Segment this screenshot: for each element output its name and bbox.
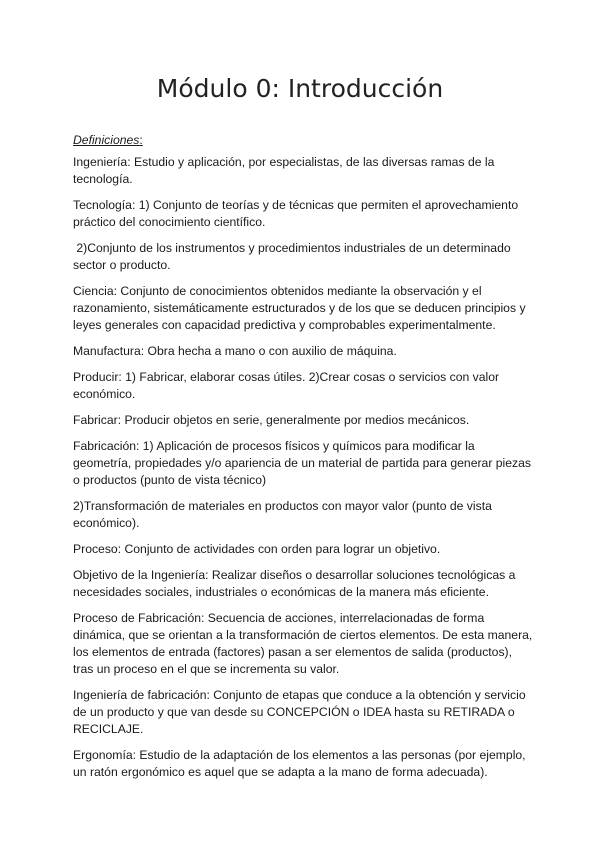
paragraph-manufactura: Manufactura: Obra hecha a mano o con auxilio de máquina. xyxy=(73,344,397,358)
paragraph-producir: Producir: 1) Fabricar, elaborar cosas útiles. 2)Crear cosas o servicios con valor económico. xyxy=(73,370,500,401)
paragraph-proceso: Proceso: Conjunto de actividades con orden para lograr un objetivo. xyxy=(73,542,441,556)
paragraph-ingenieria-fabricacion: Ingeniería de fabricación: Conjunto de etapas que conduce a la obtención y servicio de un producto y que van desde su CONCEPCIÓN o IDEA hasta su RETIRADA o RECICLAJE. xyxy=(73,688,526,736)
paragraph-fabricacion-1: Fabricación: 1) Aplicación de procesos físicos y químicos para modificar la geometría, propiedades y/o apariencia de un material de partida para generar piezas o productos (punto de vista técnico) xyxy=(73,439,531,487)
paragraph-ciencia: Ciencia: Conjunto de conocimientos obtenidos mediante la observación y el razonamiento, sistemáticamente estructurados y de los que se deducen principios y leyes generales con capacidad predictiva y comprobables experimentalmente. xyxy=(73,284,526,332)
paragraph-ergonomia: Ergonomía: Estudio de la adaptación de los elementos a las personas (por ejemplo, un ratón ergonómico es aquel que se adapta a la mano de forma adecuada). xyxy=(73,748,526,779)
paragraph-objetivo-ingenieria: Objetivo de la Ingeniería: Realizar diseños o desarrollar soluciones tecnológicas a necesidades sociales, industriales o económicas de la manera más eficiente. xyxy=(73,568,516,599)
definitions-heading xyxy=(73,132,533,149)
paragraph-tecnologia-2: 2)Conjunto de los instrumentos y procedimientos industriales de un determinado sector o producto. xyxy=(73,241,515,272)
paragraph-fabricar: Fabricar: Producir objetos en serie, generalmente por medios mecánicos. xyxy=(73,413,470,427)
document-body xyxy=(73,132,533,790)
paragraph-fabricacion-2: 2)Transformación de materiales en productos con mayor valor (punto de vista económico). xyxy=(73,499,492,530)
paragraph-tecnologia-1: Tecnología: 1) Conjunto de teorías y de técnicas que permiten el aprovechamiento práctico del conocimiento científico. xyxy=(73,198,519,229)
paragraph-ingenieria: Ingeniería: Estudio y aplicación, por especialistas, de las diversas ramas de la tecnología. xyxy=(73,155,495,186)
paragraph-proceso-fabricacion: Proceso de Fabricación: Secuencia de acciones, interrelacionadas de forma dinámica, que se orientan a la transformación de ciertos elementos. De esta manera, los elementos de entrada (factores) pasan a ser elementos de salida (productos), tras un proceso en el que se incrementa su valor. xyxy=(73,611,533,676)
page-title: Módulo 0: Introducción xyxy=(156,74,444,103)
definitions-heading-text: Definiciones xyxy=(73,133,140,147)
definitions-heading-colon: : xyxy=(139,133,143,147)
